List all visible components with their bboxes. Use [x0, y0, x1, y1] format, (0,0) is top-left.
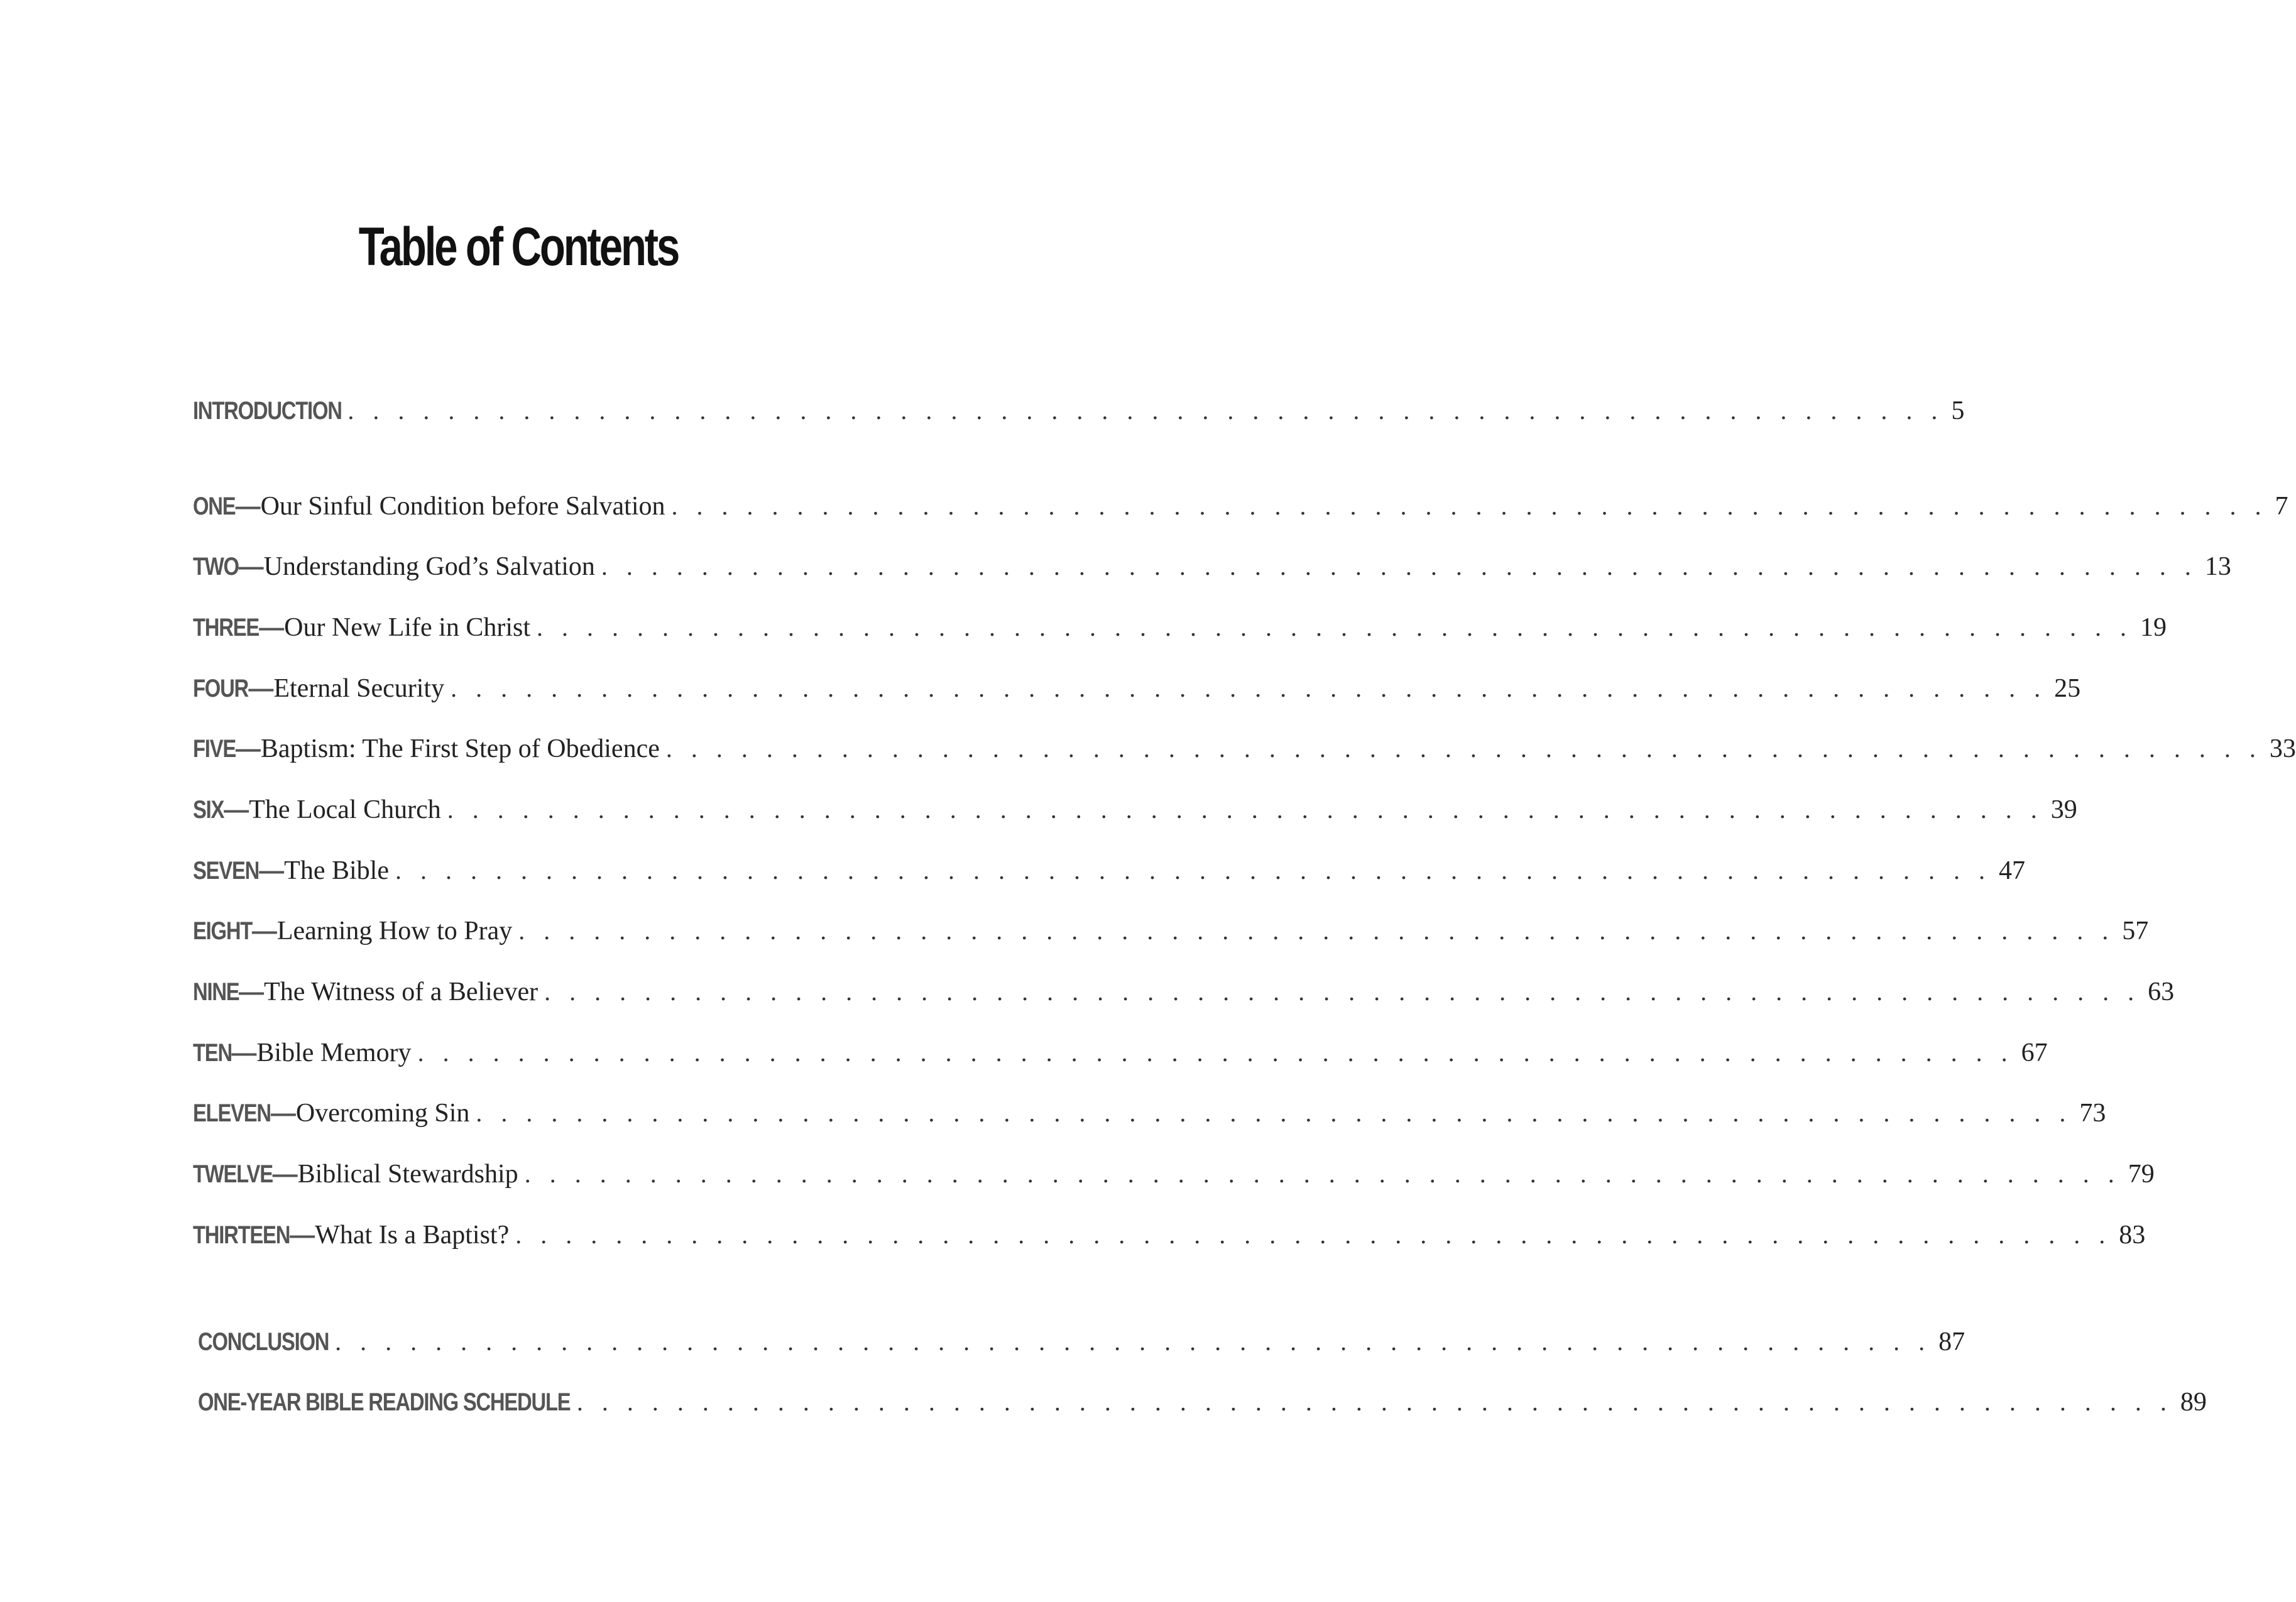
- page-number: 7: [2275, 492, 2288, 521]
- chapter-dash: —: [259, 857, 285, 885]
- chapter-label: FOUR: [193, 675, 249, 702]
- chapter-label: SEVEN: [193, 857, 260, 885]
- toc-entry-bible-reading-schedule[interactable]: [198, 1387, 2207, 1425]
- toc-entry-chapter-thirteen[interactable]: [193, 1220, 2146, 1258]
- dot-leader: . . . . . . . . . . . . . . . . . . . . . . . . . . . . . . . . . . . . . . . . . . . . . . . . . . . . . . . . . . . . . . . .: [524, 1160, 2121, 1188]
- chapter-title: The Local Church: [249, 795, 441, 824]
- chapter-title: The Bible: [284, 856, 389, 885]
- page-number: 79: [2128, 1160, 2155, 1189]
- chapter-dash: —: [290, 1221, 315, 1249]
- chapter-label: TWELVE: [193, 1160, 273, 1188]
- chapter-dash: —: [231, 1039, 257, 1067]
- page-title: Table of Contents: [358, 217, 679, 277]
- chapter-dash: —: [270, 1099, 296, 1127]
- page-number: 57: [2122, 917, 2149, 945]
- toc-entry-chapter-two[interactable]: [193, 552, 2231, 589]
- chapter-label: NINE: [193, 978, 239, 1006]
- dot-leader: . . . . . . . . . . . . . . . . . . . . . . . . . . . . . . . . . . . . . . . . . . . . . . . . . . . . . . . . . . . . . . . .: [417, 1038, 2014, 1067]
- page-number: 25: [2054, 674, 2081, 703]
- toc-entry-chapter-three[interactable]: [193, 613, 2167, 650]
- chapter-title: Understanding God’s Salvation: [263, 552, 595, 581]
- page-number: 19: [2140, 613, 2167, 642]
- dot-leader: . . . . . . . . . . . . . . . . . . . . . . . . . . . . . . . . . . . . . . . . . . . . . . . . . . . . . . . . . . . . . . . .: [347, 396, 1944, 425]
- toc-entry-chapter-ten[interactable]: [193, 1038, 2048, 1076]
- chapter-label: THREE: [193, 614, 260, 641]
- page-number: 39: [2050, 795, 2077, 824]
- page-number: 89: [2180, 1388, 2207, 1417]
- chapter-dash: —: [235, 493, 261, 520]
- chapter-dash: —: [238, 553, 264, 580]
- dot-leader: . . . . . . . . . . . . . . . . . . . . . . . . . . . . . . . . . . . . . . . . . . . . . . . . . . . . . . . . . . . . . . . .: [544, 978, 2141, 1006]
- toc-entry-chapter-eight[interactable]: [193, 916, 2149, 954]
- dot-leader: . . . . . . . . . . . . . . . . . . . . . . . . . . . . . . . . . . . . . . . . . . . . . . . . . . . . . . . . . . . . . . . .: [447, 795, 2043, 824]
- dot-leader: . . . . . . . . . . . . . . . . . . . . . . . . . . . . . . . . . . . . . . . . . . . . . . . . . . . . . . . . . . . . . . . .: [671, 492, 2268, 520]
- chapter-label: TWO: [193, 553, 239, 580]
- chapter-dash: —: [235, 735, 261, 763]
- dot-leader: . . . . . . . . . . . . . . . . . . . . . . . . . . . . . . . . . . . . . . . . . . . . . . . . . . . . . . . . . . . . . . . .: [451, 674, 2047, 702]
- chapter-dash: —: [251, 917, 277, 945]
- dot-leader: . . . . . . . . . . . . . . . . . . . . . . . . . . . . . . . . . . . . . . . . . . . . . . . . . . . . . . . . . . . . . . . .: [518, 917, 2115, 945]
- toc-entry-chapter-four[interactable]: [193, 673, 2081, 711]
- dot-leader: . . . . . . . . . . . . . . . . . . . . . . . . . . . . . . . . . . . . . . . . . . . . . . . . . . . . . . . . . . . . . . . .: [335, 1327, 1932, 1356]
- entry-label: ONE-YEAR BIBLE READING SCHEDULE: [198, 1388, 571, 1416]
- chapter-dash: —: [239, 978, 265, 1006]
- chapter-label: ONE: [193, 493, 236, 520]
- dot-leader: . . . . . . . . . . . . . . . . . . . . . . . . . . . . . . . . . . . . . . . . . . . . . . . . . . . . . . . . . . . . . . . .: [537, 613, 2133, 641]
- page-number: 83: [2119, 1221, 2146, 1250]
- toc-entry-chapter-nine[interactable]: [193, 977, 2175, 1015]
- page-number: 73: [2079, 1099, 2106, 1128]
- chapter-dash: —: [224, 796, 249, 824]
- dot-leader: . . . . . . . . . . . . . . . . . . . . . . . . . . . . . . . . . . . . . . . . . . . . . . . . . . . . . . . . . . . . . . . .: [601, 552, 2197, 580]
- toc-entry-chapter-eleven[interactable]: [193, 1098, 2106, 1136]
- entry-label: INTRODUCTION: [193, 397, 342, 425]
- chapter-title: Bible Memory: [256, 1038, 412, 1067]
- toc-entry-chapter-five[interactable]: [193, 734, 2296, 771]
- chapter-label: SIX: [193, 796, 224, 824]
- chapter-dash: —: [248, 675, 274, 702]
- dot-leader: . . . . . . . . . . . . . . . . . . . . . . . . . . . . . . . . . . . . . . . . . . . . . . . . . . . . . . . . . . . . . . . .: [576, 1388, 2173, 1416]
- entry-label: CONCLUSION: [198, 1328, 329, 1356]
- chapter-label: TEN: [193, 1039, 232, 1067]
- chapter-title: Overcoming Sin: [295, 1099, 470, 1128]
- chapter-label: ELEVEN: [193, 1099, 271, 1127]
- toc-entry-chapter-twelve[interactable]: [193, 1159, 2155, 1197]
- chapter-title: Learning How to Pray: [276, 917, 513, 945]
- toc-entry-chapter-seven[interactable]: [193, 856, 2025, 893]
- page-number: 13: [2204, 552, 2231, 581]
- chapter-title: What Is a Baptist?: [315, 1221, 510, 1250]
- chapter-title: Our Sinful Condition before Salvation: [260, 492, 665, 521]
- chapter-label: THIRTEEN: [193, 1221, 290, 1249]
- page-number: 33: [2269, 734, 2296, 763]
- chapter-title: Biblical Stewardship: [297, 1160, 518, 1189]
- toc-entry-introduction[interactable]: [193, 396, 1965, 433]
- page-number: 5: [1951, 396, 1965, 425]
- chapter-label: EIGHT: [193, 917, 253, 945]
- chapter-label: FIVE: [193, 735, 236, 763]
- page-number: 63: [2148, 978, 2175, 1006]
- page-number: 87: [1938, 1327, 1965, 1356]
- page-number: 67: [2021, 1038, 2048, 1067]
- toc-entry-chapter-one[interactable]: [193, 491, 2288, 529]
- dot-leader: . . . . . . . . . . . . . . . . . . . . . . . . . . . . . . . . . . . . . . . . . . . . . . . . . . . . . . . . . . . . . . . .: [395, 856, 1991, 885]
- dot-leader: . . . . . . . . . . . . . . . . . . . . . . . . . . . . . . . . . . . . . . . . . . . . . . . . . . . . . . . . . . . . . . . .: [665, 734, 2262, 763]
- chapter-dash: —: [259, 614, 285, 641]
- dot-leader: . . . . . . . . . . . . . . . . . . . . . . . . . . . . . . . . . . . . . . . . . . . . . . . . . . . . . . . . . . . . . . . .: [515, 1221, 2112, 1249]
- chapter-title: Eternal Security: [273, 674, 445, 703]
- chapter-title: Our New Life in Christ: [284, 613, 531, 642]
- toc-entry-conclusion[interactable]: [198, 1327, 1965, 1365]
- chapter-title: The Witness of a Believer: [264, 978, 538, 1006]
- page-number: 47: [1998, 856, 2025, 885]
- dot-leader: . . . . . . . . . . . . . . . . . . . . . . . . . . . . . . . . . . . . . . . . . . . . . . . . . . . . . . . . . . . . . . . .: [476, 1099, 2072, 1127]
- toc-entry-chapter-six[interactable]: [193, 795, 2077, 832]
- chapter-title: Baptism: The First Step of Obedience: [260, 734, 660, 763]
- chapter-dash: —: [272, 1160, 298, 1188]
